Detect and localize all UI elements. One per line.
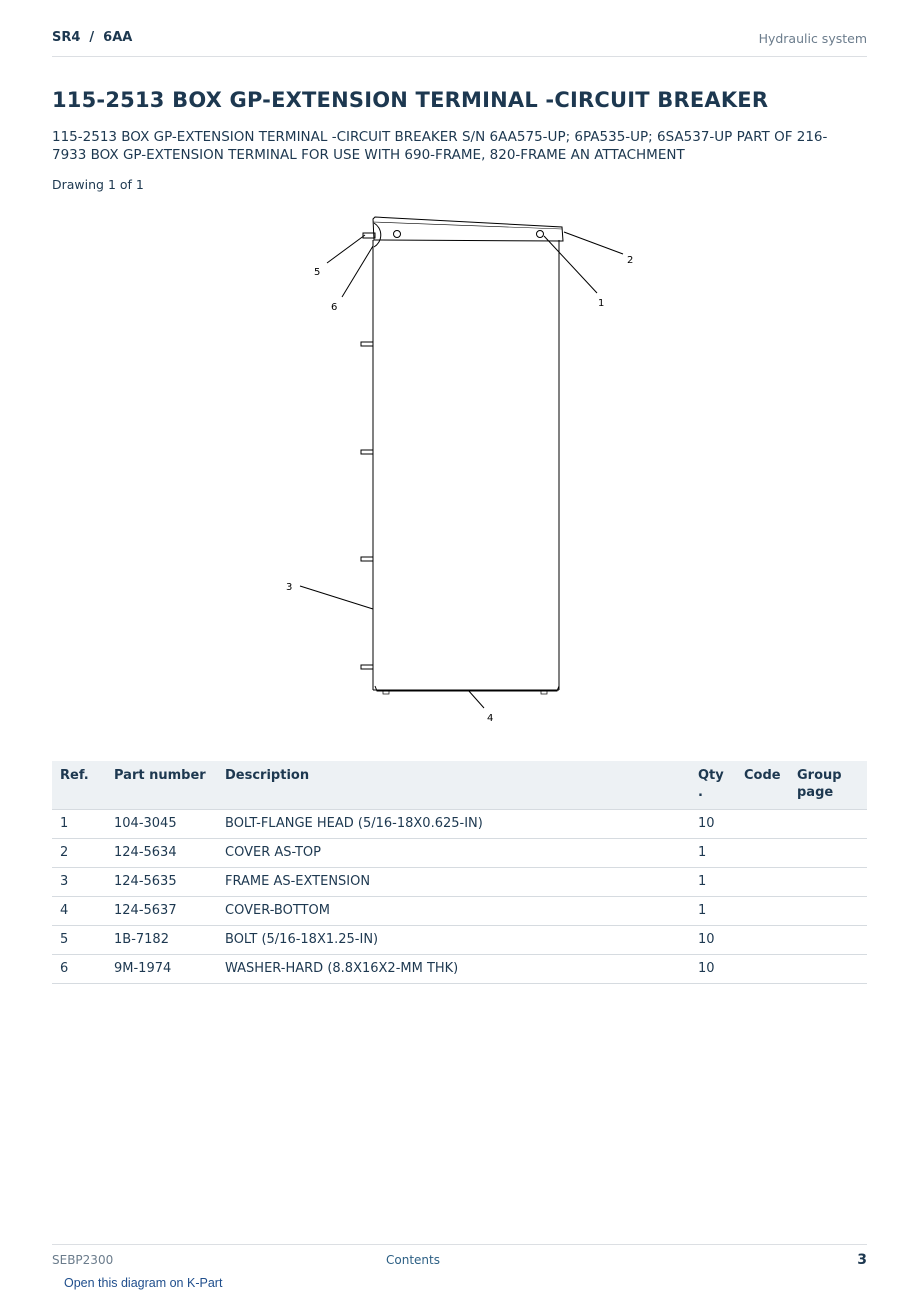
parts-diagram-drawing xyxy=(260,200,660,740)
page-title: 115-2513 BOX GP-EXTENSION TERMINAL -CIRCUIT BREAKER xyxy=(52,88,769,112)
cell-code xyxy=(736,868,789,897)
cell-ref: 1 xyxy=(52,810,106,839)
table-row xyxy=(52,926,867,955)
cell-group-page xyxy=(789,839,867,868)
side-bolt xyxy=(361,557,373,561)
leader-line-6 xyxy=(342,246,373,297)
table-row xyxy=(52,810,867,839)
col-description: Description xyxy=(217,761,690,810)
table-row xyxy=(52,897,867,926)
cell-ref: 4 xyxy=(52,897,106,926)
table-header-row xyxy=(52,761,867,810)
top-bolt-left xyxy=(394,231,401,238)
parts-diagram xyxy=(260,200,660,740)
callout-1[interactable]: 1 xyxy=(598,298,605,309)
table-row xyxy=(52,868,867,897)
parts-table xyxy=(52,761,867,984)
cell-qty: 10 xyxy=(690,955,736,984)
leader-line-5 xyxy=(327,235,365,263)
col-group-page: Group page xyxy=(789,761,867,810)
callout-6[interactable]: 6 xyxy=(331,302,338,313)
kpart-link[interactable]: Open this diagram on K-Part xyxy=(64,1276,223,1290)
cell-ref: 2 xyxy=(52,839,106,868)
top-cover-shape xyxy=(373,217,563,241)
callout-4[interactable]: 4 xyxy=(487,713,494,724)
cell-description: FRAME AS-EXTENSION xyxy=(217,868,690,897)
breadcrumb-model[interactable]: SR4 xyxy=(52,30,81,45)
cell-part-number[interactable]: 9M-1974 xyxy=(106,955,217,984)
cell-code xyxy=(736,897,789,926)
col-ref: Ref. xyxy=(52,761,106,810)
breadcrumb xyxy=(52,30,132,45)
cell-code xyxy=(736,926,789,955)
cell-ref: 6 xyxy=(52,955,106,984)
leader-line-4 xyxy=(468,690,484,708)
document-id: SEBP2300 xyxy=(52,1253,114,1267)
side-bolt xyxy=(361,342,373,346)
top-bolt-right xyxy=(537,231,544,238)
group-description: 115-2513 BOX GP-EXTENSION TERMINAL -CIRCUIT BREAKER S/N 6AA575-UP; 6PA535-UP; 6SA537-UP PART OF 216-7933 BOX GP-EXTENSION TERMINAL FOR USE WITH 690-FRAME, 820-FRAME AN ATTACHMENT xyxy=(52,129,828,163)
breadcrumb-separator: / xyxy=(89,30,95,45)
page-header xyxy=(52,28,867,57)
cell-group-page xyxy=(789,955,867,984)
cell-description: BOLT-FLANGE HEAD (5/16-18X0.625-IN) xyxy=(217,810,690,839)
footer-divider xyxy=(52,1244,867,1245)
cell-description: BOLT (5/16-18X1.25-IN) xyxy=(217,926,690,955)
leader-line-3 xyxy=(300,586,373,609)
callout-2[interactable]: 2 xyxy=(627,255,634,266)
leader-line-2 xyxy=(564,232,623,254)
col-qty: Qty . xyxy=(690,761,736,810)
cell-group-page xyxy=(789,868,867,897)
cell-group-page xyxy=(789,810,867,839)
cell-part-number[interactable]: 1B-7182 xyxy=(106,926,217,955)
cell-qty: 1 xyxy=(690,839,736,868)
page-number: 3 xyxy=(857,1252,867,1268)
breadcrumb-prefix[interactable]: 6AA xyxy=(103,30,133,45)
leader-line-1 xyxy=(544,236,597,293)
cell-code xyxy=(736,955,789,984)
cell-qty: 10 xyxy=(690,810,736,839)
side-bolt xyxy=(361,665,373,669)
col-part-number: Part number xyxy=(106,761,217,810)
cell-part-number[interactable]: 124-5635 xyxy=(106,868,217,897)
cell-part-number[interactable]: 124-5637 xyxy=(106,897,217,926)
cell-part-number[interactable]: 104-3045 xyxy=(106,810,217,839)
table-row xyxy=(52,955,867,984)
cell-code xyxy=(736,810,789,839)
section-name: Hydraulic system xyxy=(758,31,867,46)
callout-3[interactable]: 3 xyxy=(286,582,293,593)
cell-qty: 1 xyxy=(690,897,736,926)
drawing-label: Drawing 1 of 1 xyxy=(52,177,144,192)
cell-description: COVER-BOTTOM xyxy=(217,897,690,926)
cell-part-number[interactable]: 124-5634 xyxy=(106,839,217,868)
cell-ref: 3 xyxy=(52,868,106,897)
cell-code xyxy=(736,839,789,868)
cell-group-page xyxy=(789,897,867,926)
cell-group-page xyxy=(789,926,867,955)
contents-link[interactable]: Contents xyxy=(386,1253,440,1267)
cell-description: WASHER-HARD (8.8X16X2-MM THK) xyxy=(217,955,690,984)
callout-5[interactable]: 5 xyxy=(314,267,321,278)
cell-qty: 1 xyxy=(690,868,736,897)
cell-ref: 5 xyxy=(52,926,106,955)
cell-qty: 10 xyxy=(690,926,736,955)
cell-description: COVER AS-TOP xyxy=(217,839,690,868)
table-row xyxy=(52,839,867,868)
side-bolt xyxy=(361,450,373,454)
col-code: Code xyxy=(736,761,789,810)
